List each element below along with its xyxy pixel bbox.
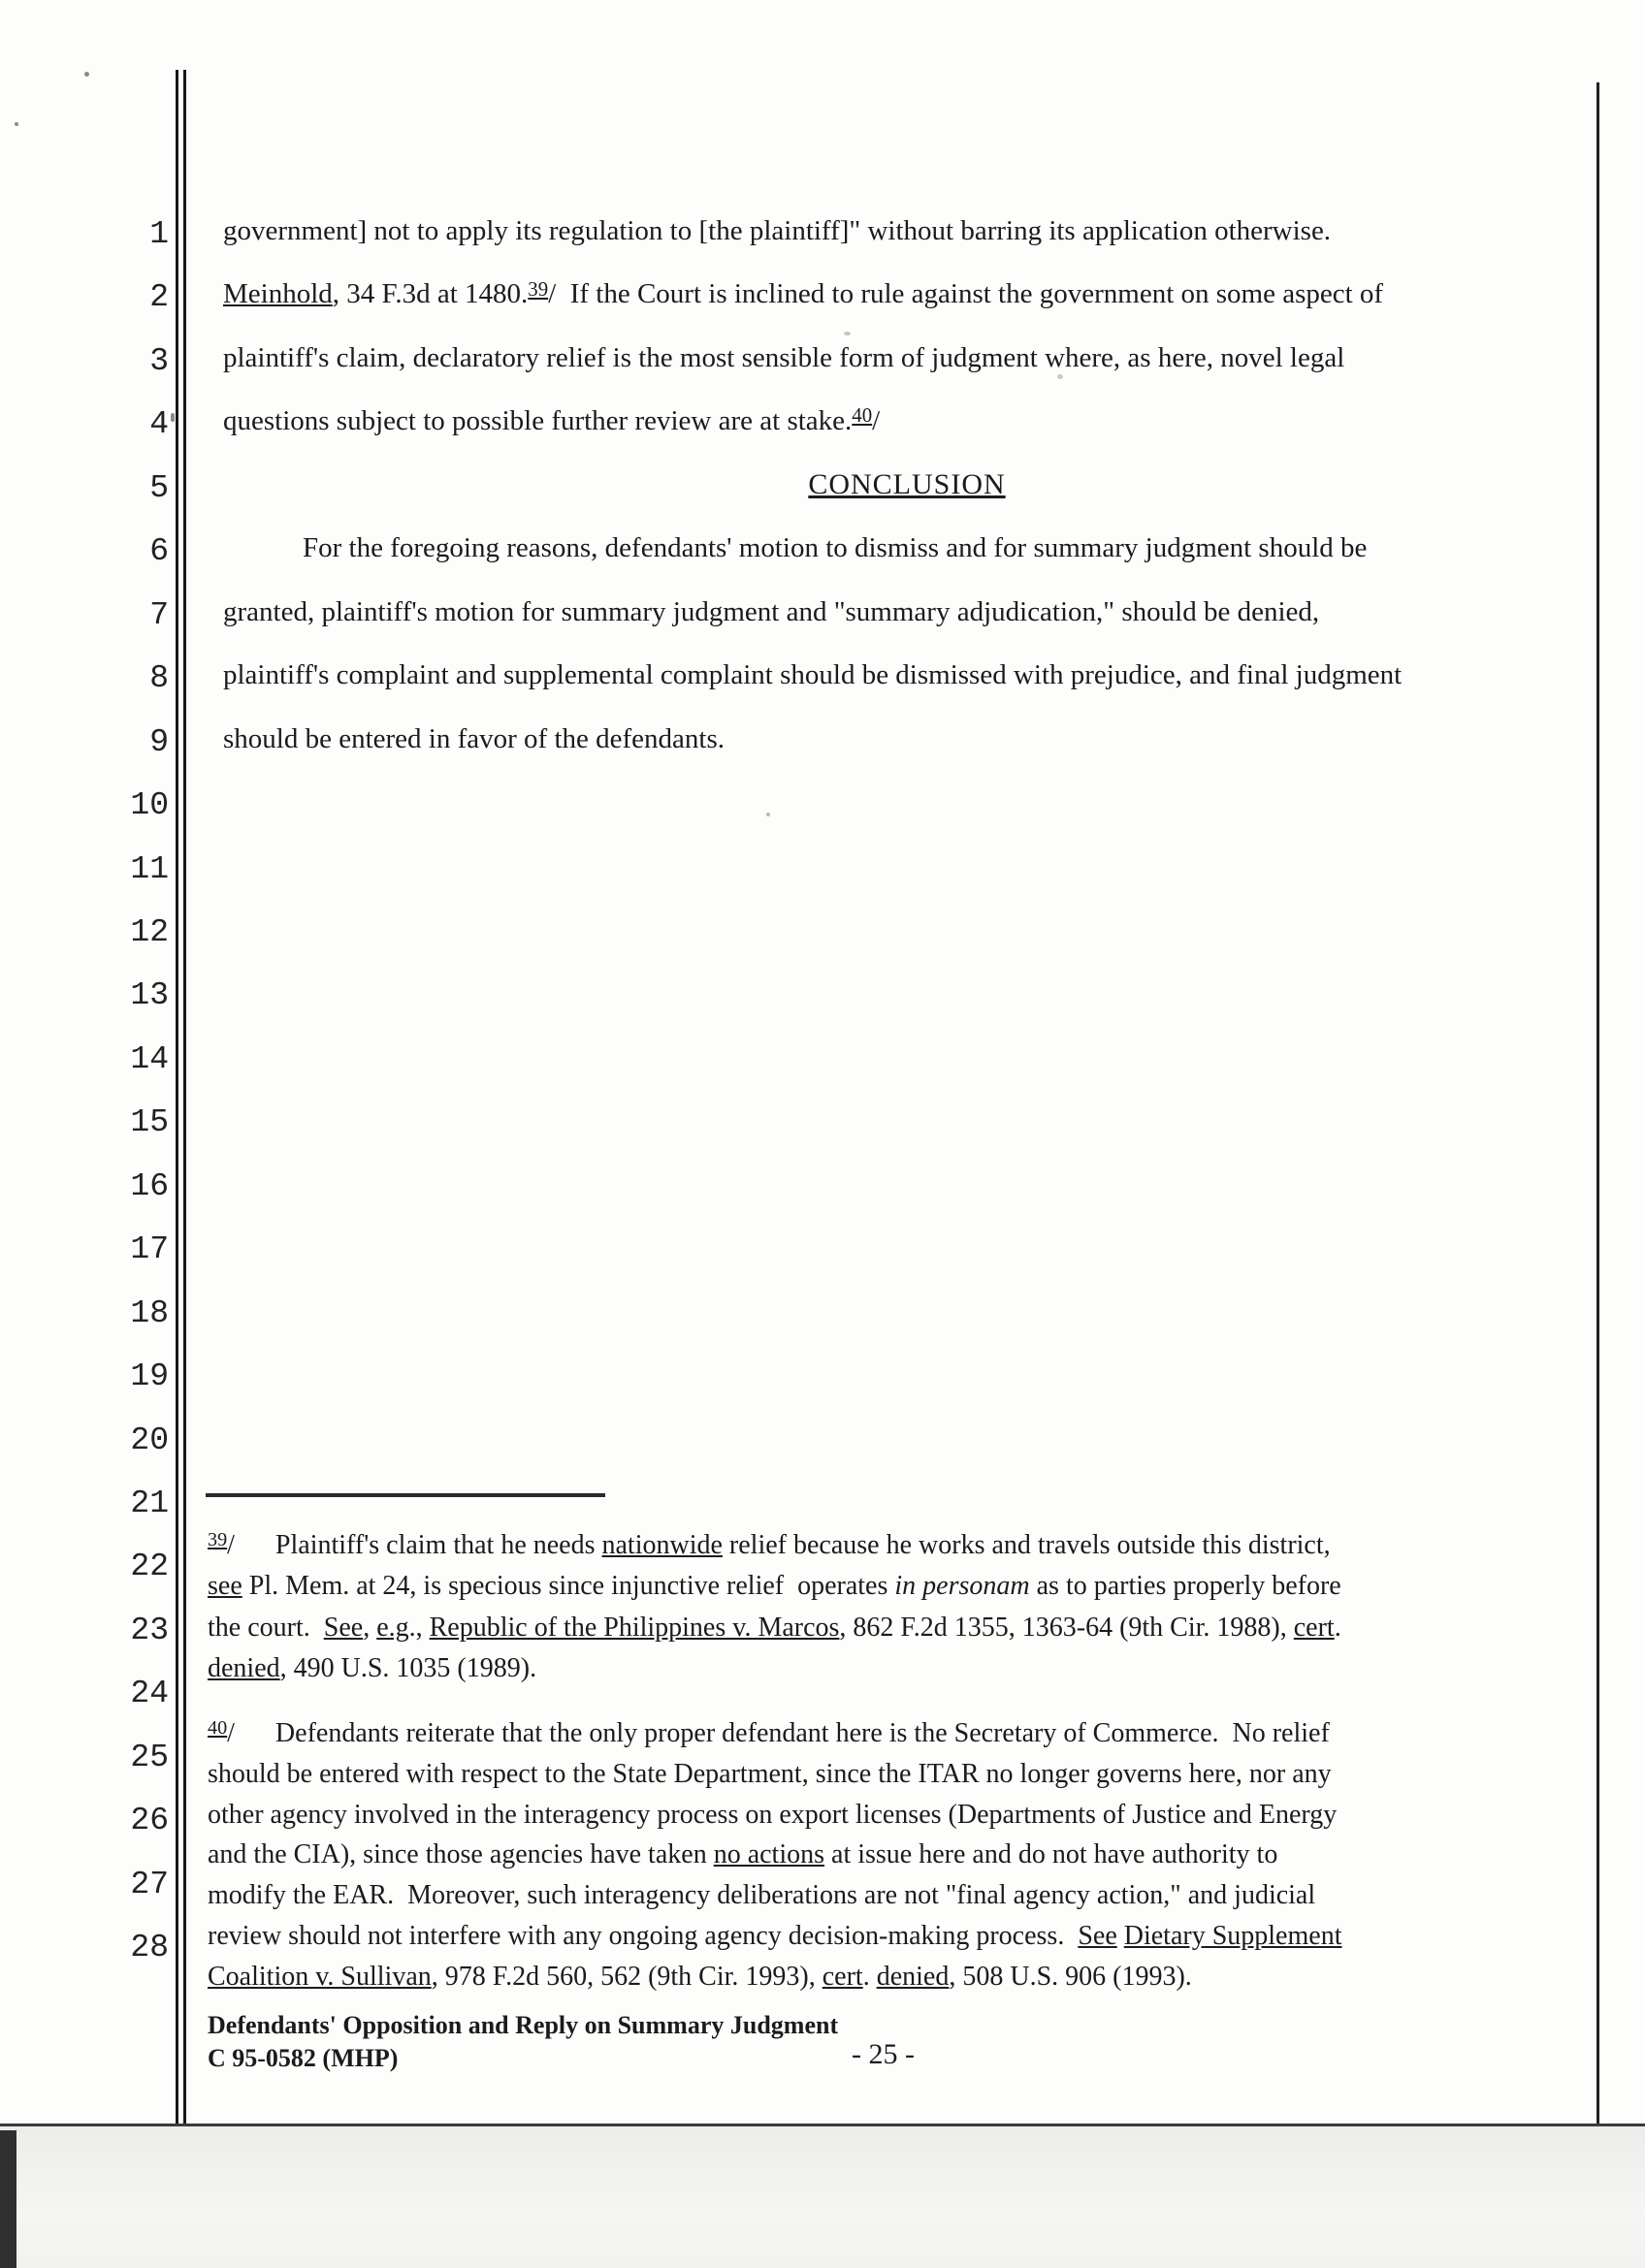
text-segment: should be entered with respect to the State Department, since the ITAR no longer governs here, nor any [208, 1758, 1332, 1789]
line-number: 6 [149, 533, 169, 570]
line-number: 9 [149, 723, 169, 760]
footnote-40-line [208, 1878, 1315, 1913]
line-number: 12 [130, 913, 169, 950]
scan-speck [15, 122, 18, 126]
text-segment: should be entered in favor of the defendants. [223, 722, 725, 754]
text-segment: as to parties properly before [1029, 1571, 1341, 1602]
body-line [223, 401, 880, 442]
footer-case-number: C 95-0582 (MHP) [208, 2044, 399, 2072]
line-number: 7 [149, 596, 169, 633]
line-number: 25 [130, 1739, 169, 1775]
scanner-background [0, 2126, 1645, 2268]
body-line [223, 719, 725, 758]
text-segment: / [872, 405, 881, 437]
footer-page-number: - 25 - [852, 2038, 915, 2070]
text-segment [1117, 1921, 1124, 1951]
text-segment: , 508 U.S. 906 (1993). [949, 1961, 1192, 1992]
line-number: 26 [130, 1803, 169, 1839]
text-segment: granted, plaintiff's motion for summary judgment and "summary adjudication," should be denied, [223, 595, 1320, 627]
body-line [223, 592, 1319, 631]
text-segment: see [208, 1571, 242, 1602]
text-segment: government] not to apply its regulation to [the plaintiff]" without barring its application otherwise. [223, 215, 1332, 246]
line-number: 10 [130, 787, 169, 824]
text-segment: in personam [894, 1571, 1030, 1602]
text-segment: , 34 F.3d at 1480. [332, 278, 529, 310]
text-segment: , [363, 1612, 377, 1643]
text-segment: / If the Court is inclined to rule against the government on some aspect of [548, 278, 1384, 310]
text-segment: plaintiff's complaint and supplemental complaint should be dismissed with prejudice, and final judgment [223, 659, 1403, 691]
text-segment: the court. [208, 1612, 324, 1643]
footnote-39-line [208, 1569, 1341, 1604]
line-number: 24 [130, 1676, 169, 1712]
line-number: 13 [130, 977, 169, 1014]
footnote-40-line [208, 1919, 1341, 1954]
body-line [223, 465, 1591, 504]
text-segment: other agency involved in the interagency process on export licenses (Departments of Justice and Energy [208, 1799, 1338, 1830]
scan-speck [84, 72, 89, 77]
text-segment: / Defendants reiterate that the only proper defendant here is the Secretary of Commerce. No relief [227, 1718, 1330, 1748]
footnote-40-line [208, 1716, 1330, 1753]
body-line [223, 655, 1402, 694]
line-number: 14 [130, 1040, 169, 1077]
text-segment: . [1334, 1612, 1341, 1643]
text-segment: at issue here and do not have authority to [824, 1839, 1278, 1870]
line-number: 3 [149, 342, 169, 379]
scan-speck [844, 332, 851, 335]
pleading-left-double-rule [176, 70, 186, 2125]
text-segment: no actions [713, 1839, 825, 1870]
text-segment: plaintiff's claim, declaratory relief is the most sensible form of judgment where, as here, novel legal [223, 341, 1345, 373]
footnote-40-line [208, 1757, 1332, 1792]
line-number: 18 [130, 1294, 169, 1331]
line-number: 8 [149, 660, 169, 697]
body-line [223, 528, 1367, 567]
text-segment: For the foregoing reasons, defendants' motion to dismiss and for summary judgment should be [303, 532, 1368, 564]
line-number: 4 [149, 406, 169, 443]
scanner-dark-bar [0, 2130, 16, 2268]
text-segment: , 490 U.S. 1035 (1989). [279, 1652, 537, 1683]
text-segment: 39 [208, 1529, 228, 1551]
text-segment: See [323, 1612, 364, 1643]
text-segment: CONCLUSION [808, 467, 1006, 500]
footnote-39-line [208, 1528, 1331, 1565]
footer-document-title: Defendants' Opposition and Reply on Summary Judgment [208, 2011, 839, 2039]
text-segment: e.g [376, 1612, 409, 1643]
text-segment: , 862 F.2d 1355, 1363-64 (9th Cir. 1988), [839, 1612, 1294, 1643]
line-number: 21 [130, 1485, 169, 1521]
text-segment: Republic of the Philippines v. Marcos [429, 1612, 840, 1643]
line-number: 11 [130, 850, 169, 887]
text-segment: Dietary Supplement [1123, 1921, 1342, 1951]
line-number: 28 [130, 1930, 169, 1966]
line-number: 5 [149, 469, 169, 506]
line-number: 23 [130, 1612, 169, 1648]
text-segment: See [1078, 1921, 1117, 1951]
text-segment: Pl. Mem. at 24, is specious since injunctive relief operates [242, 1571, 895, 1602]
line-number: 17 [130, 1231, 169, 1268]
text-segment: and the CIA), since those agencies have taken [208, 1839, 714, 1870]
scan-speck [171, 413, 175, 422]
body-line [223, 211, 1331, 250]
pleading-right-margin-rule [1597, 82, 1599, 2124]
text-segment: questions subject to possible further review are at stake. [223, 405, 853, 437]
scan-speck [1057, 374, 1063, 379]
line-number: 20 [130, 1421, 169, 1458]
text-segment: . [862, 1961, 877, 1992]
footnote-40-line [208, 1960, 1192, 1995]
text-segment: cert [822, 1961, 863, 1992]
line-number: 2 [149, 279, 169, 316]
line-number: 15 [130, 1104, 169, 1141]
body-line [223, 338, 1344, 377]
footnote-40-line [208, 1798, 1337, 1833]
footnote-40-line [208, 1837, 1277, 1872]
text-segment: Coalition v. Sullivan [208, 1961, 432, 1992]
line-number: 19 [130, 1358, 169, 1395]
text-segment: 40 [208, 1717, 228, 1740]
text-segment: ., [408, 1612, 430, 1643]
text-segment: Meinhold [223, 278, 333, 310]
text-segment: cert [1293, 1612, 1335, 1643]
text-segment: modify the EAR. Moreover, such interagency deliberations are not "final agency action," and judicial [208, 1880, 1316, 1911]
line-number: 1 [149, 216, 169, 252]
text-segment: 40 [852, 403, 873, 428]
scan-speck [766, 813, 770, 816]
text-segment: relief because he works and travels outside this district, [722, 1530, 1331, 1560]
line-number: 27 [130, 1866, 169, 1902]
footnote-39-line [208, 1611, 1341, 1645]
text-segment: 39 [528, 276, 549, 301]
line-number: 22 [130, 1549, 169, 1585]
text-segment: / Plaintiff's claim that he needs [227, 1530, 602, 1560]
text-segment: review should not interfere with any ongoing agency decision-making process. [208, 1921, 1079, 1951]
line-number: 16 [130, 1167, 169, 1204]
footnote-39-line [208, 1651, 536, 1686]
text-segment: denied [876, 1961, 950, 1992]
text-segment: , 978 F.2d 560, 562 (9th Cir. 1993), [431, 1961, 822, 1992]
text-segment: denied [208, 1652, 280, 1683]
body-line [223, 274, 1383, 315]
text-segment: nationwide [601, 1530, 723, 1560]
footnote-separator [206, 1493, 605, 1497]
